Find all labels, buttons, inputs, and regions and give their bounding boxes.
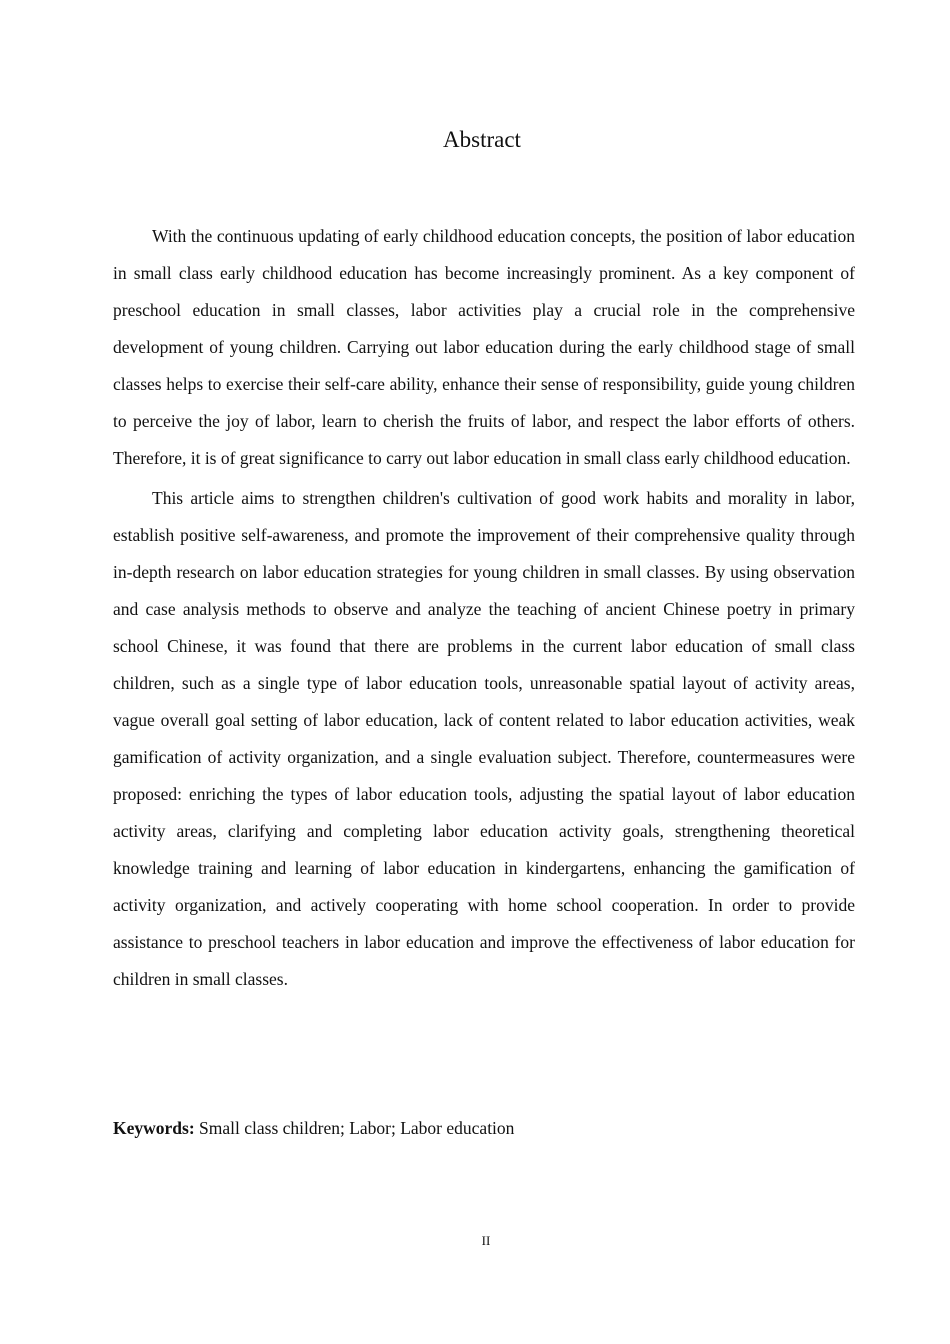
keywords-line — [113, 1110, 855, 1147]
page-number: II — [481, 1233, 491, 1248]
abstract-paragraph-2: This article aims to strengthen children's cultivation of good work habits and morality in labor, establish positive self-awareness, and promote the improvement of their comprehensive quality through in-depth research on labor education strategies for young children in small classes. By using observation and case analysis methods to observe and analyze the teaching of ancient Chinese poetry in primary school Chinese, it was found that there are problems in the current labor education of small class children, such as a single type of labor education tools, unreasonable spatial layout of activity areas, vague overall goal setting of labor education, lack of content related to labor education activities, weak gamification of activity organization, and a single evaluation subject. Therefore, countermeasures were proposed: enriching the types of labor education tools, adjusting the spatial layout of labor education activity areas, clarifying and completing labor education activity goals, strengthening theoretical knowledge training and learning of labor education in kindergartens, enhancing the gamification of activity organization, and actively cooperating with home school cooperation. In order to provide assistance to preschool teachers in labor education and improve the effectiveness of labor education for children in small classes. — [113, 488, 855, 989]
abstract-title: Abstract — [443, 127, 521, 152]
keywords-label: Keywords: — [113, 1118, 195, 1138]
keywords-value: Small class children; Labor; Labor education — [199, 1118, 515, 1138]
abstract-paragraph-1: With the continuous updating of early childhood education concepts, the position of labor education in small class early childhood education has become increasingly prominent. As a key component of preschool education in small classes, labor activities play a crucial role in the comprehensive development of young children. Carrying out labor education during the early childhood stage of small classes helps to exercise their self-care ability, enhance their sense of responsibility, guide young children to perceive the joy of labor, learn to cherish the fruits of labor, and respect the labor efforts of others. Therefore, it is of great significance to carry out labor education in small class early childhood education. — [113, 226, 855, 468]
abstract-body — [113, 218, 855, 1001]
